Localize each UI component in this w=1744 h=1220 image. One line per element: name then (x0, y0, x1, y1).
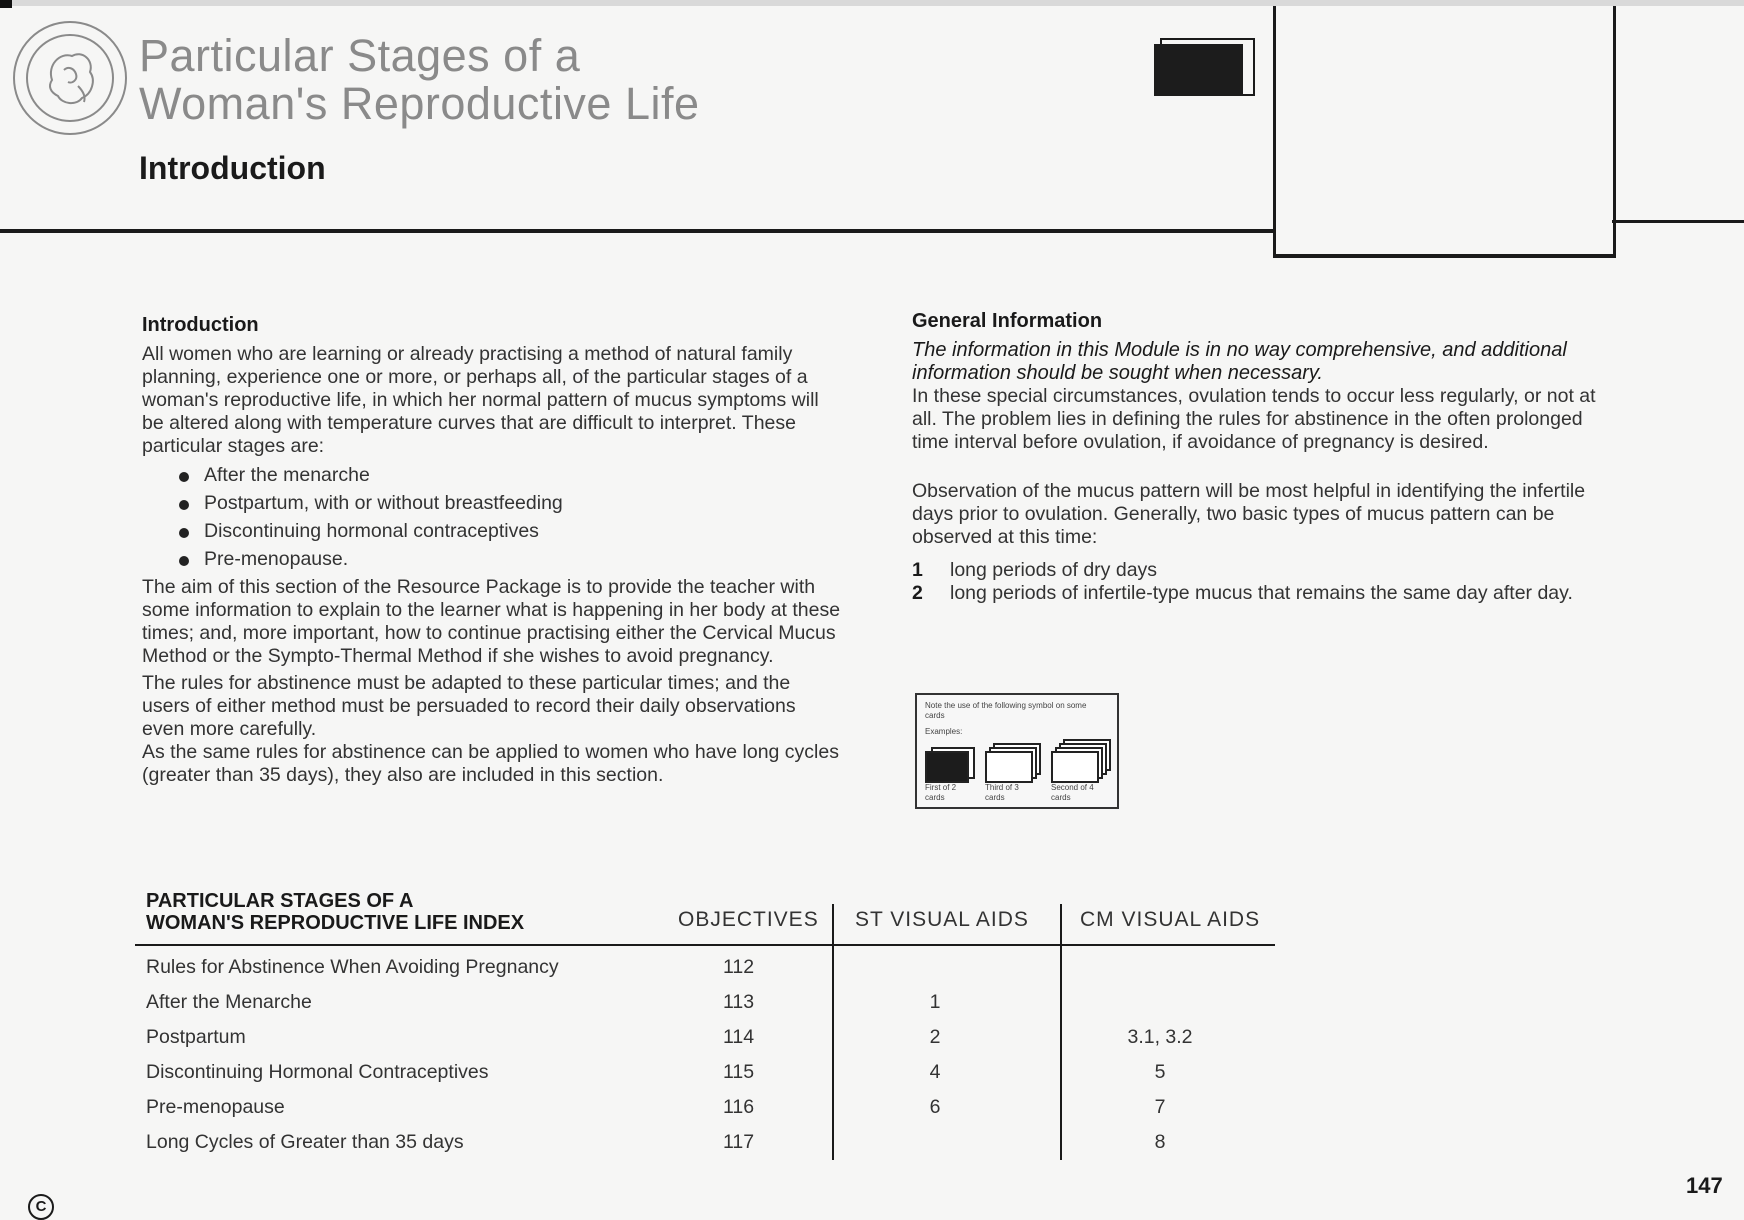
legend-caption: First of 2 cards (925, 783, 957, 802)
table-row (0, 991, 1290, 1026)
page-title (139, 32, 700, 128)
card-outline-icon (1051, 751, 1099, 783)
list-text: long periods of dry days (950, 559, 1158, 581)
legend-examples-label: Examples: (925, 727, 963, 736)
row-st-aid: 2 (929, 1026, 941, 1048)
legend-note: Note the use of the following symbol on some cards (925, 701, 1087, 720)
row-label: Postpartum (146, 1026, 246, 1048)
title-line-2: Woman's Reproductive Life (139, 78, 700, 129)
row-objective: 112 (722, 956, 755, 978)
header-rule-right (1612, 220, 1744, 223)
registration-mark (0, 0, 12, 8)
row-st-aid: 4 (929, 1061, 941, 1083)
legend-caption: Third of 3 cards (985, 783, 1019, 802)
row-objective: 114 (722, 1026, 755, 1048)
intro-paragraph-1: All women who are learning or already practising a method of natural family planning, experience one or more, or perhaps all, of the particular stages of a woman's reproductive life, in which her normal pattern of mucus symptoms will be altered along with temperature curves that are difficult to interpret. These particular stages are: (142, 343, 819, 457)
list-item: Pre-menopause. (142, 548, 842, 571)
row-cm-aid: 8 (1154, 1131, 1166, 1153)
left-subheading: Introduction (142, 314, 259, 336)
module-logo-icon (12, 20, 128, 136)
section-tab-box (1273, 6, 1616, 258)
column-header-objectives: OBJECTIVES (678, 908, 819, 931)
list-number: 1 (912, 559, 923, 581)
row-objective: 115 (722, 1061, 755, 1083)
list-item (912, 559, 1602, 582)
table-row (0, 956, 1290, 991)
card-filled-icon (925, 751, 969, 783)
row-label: After the Menarche (146, 991, 312, 1013)
row-objective: 117 (722, 1131, 755, 1153)
section-heading: Introduction (139, 150, 326, 186)
list-item (912, 582, 1602, 605)
header-rule (0, 229, 1274, 233)
index-header-rule (135, 944, 1275, 946)
intro-paragraph-4: As the same rules for abstinence can be applied to women who have long cycles (greater than 35 days), they also are included in this section. (142, 741, 839, 786)
right-column (912, 310, 1602, 605)
column-header-st-visual-aids: ST VISUAL AIDS (855, 908, 1029, 931)
page-number: 147 (1686, 1173, 1723, 1198)
stages-list (142, 464, 842, 571)
column-header-cm-visual-aids: CM VISUAL AIDS (1080, 908, 1261, 931)
index-title-line-2: WOMAN'S REPRODUCTIVE LIFE INDEX (146, 912, 525, 934)
list-item: Discontinuing hormonal contraceptives (142, 520, 842, 543)
row-cm-aid: 5 (1154, 1061, 1166, 1083)
list-number: 2 (912, 582, 923, 604)
row-label: Pre-menopause (146, 1096, 285, 1118)
row-objective: 113 (722, 991, 755, 1013)
list-text: long periods of infertile-type mucus that remains the same day after day. (950, 582, 1573, 604)
list-item: After the menarche (142, 464, 842, 487)
table-row (0, 1096, 1290, 1131)
left-column (142, 314, 842, 787)
table-row (0, 1131, 1290, 1166)
row-cm-aid: 3.1, 3.2 (1127, 1026, 1193, 1048)
legend-caption: Second of 4 cards (1051, 783, 1094, 802)
general-paragraph-1: In these special circumstances, ovulation tends to occur less regularly, or not at all. The problem lies in defining the rules for abstinence in the often prolonged time interval before ovulation, if avoidance of pregnancy is desired. (912, 385, 1596, 453)
card-symbol-filled (1154, 44, 1243, 96)
row-objective: 116 (722, 1096, 755, 1118)
index-title-line-1: PARTICULAR STAGES OF A (146, 890, 414, 912)
intro-paragraph-3: The rules for abstinence must be adapted to these particular times; and the users of either method must be persuaded to record their daily observations even more carefully. (142, 672, 796, 740)
card-symbol-legend (915, 693, 1119, 809)
general-paragraph-2: Observation of the mucus pattern will be most helpful in identifying the infertile days prior to ovulation. Generally, two basic types of mucus pattern can be observed at this time: (912, 480, 1586, 548)
row-label: Long Cycles of Greater than 35 days (146, 1131, 464, 1153)
table-row (0, 1026, 1290, 1061)
right-subheading: General Information (912, 310, 1103, 332)
mucus-pattern-list (912, 559, 1602, 605)
row-cm-aid: 7 (1154, 1096, 1166, 1118)
disclaimer-note: The information in this Module is in no way comprehensive, and additional information should be sought when necessary. (912, 339, 1567, 384)
row-label: Discontinuing Hormonal Contraceptives (146, 1061, 489, 1083)
row-st-aid: 6 (929, 1096, 941, 1118)
title-line-1: Particular Stages of a (139, 30, 581, 81)
intro-paragraph-2: The aim of this section of the Resource Package is to provide the teacher with some information to explain to the learner what is happening in her body at these times; and, more important, how to continue practising either the Cervical Mucus Method or the Sympto-Thermal Method if she wishes to avoid pregnancy. (142, 576, 841, 667)
card-outline-icon (985, 751, 1033, 783)
row-label: Rules for Abstinence When Avoiding Pregnancy (146, 956, 559, 978)
copyright-icon: C (28, 1194, 54, 1220)
table-row (0, 1061, 1290, 1096)
row-st-aid: 1 (929, 991, 941, 1013)
list-item: Postpartum, with or without breastfeeding (142, 492, 842, 515)
index-title (146, 890, 524, 934)
